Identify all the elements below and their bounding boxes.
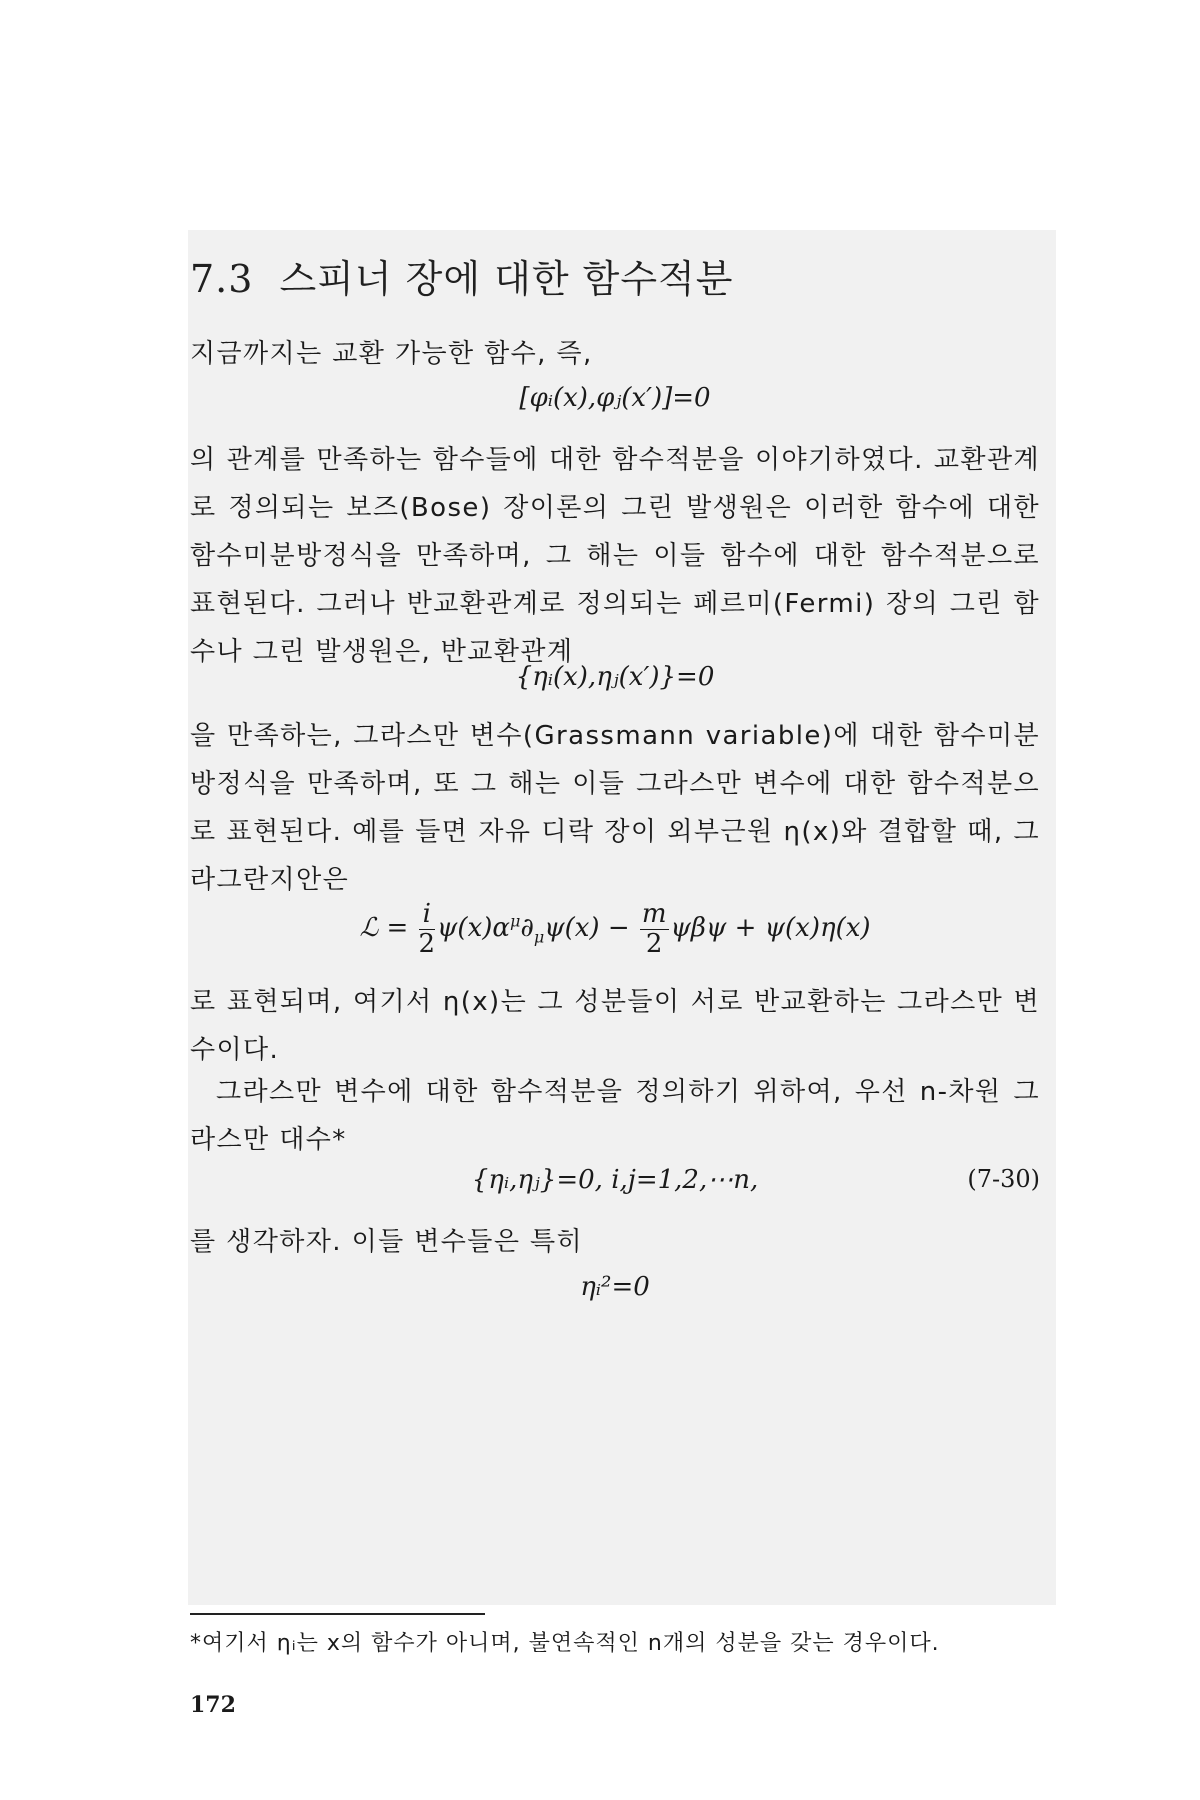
paragraph-bose: 의 관계를 만족하는 함수들에 대한 함수적분을 이야기하였다. 교환관계로 정의되는 보즈(Bose) 장이론의 그린 발생원은 이러한 함수에 대한 함수미분방정식을 만족하며, 그 해는 이들 함수에 대한 함수적분으로 표현된다. 그러나 반교환관계로 정의되는 페르미(Fermi) 장의 그린 함수나 그린 발생원은, 반교환관계 — [190, 445, 1040, 667]
fraction-i-over-2 — [419, 900, 436, 958]
grassmann-algebra: {ηᵢ,ηⱼ}=0, i,j=1,2,⋯n, — [471, 1165, 759, 1195]
equation-number: (7-30) — [967, 1165, 1040, 1193]
paragraph-intro: 지금까지는 교환 가능한 함수, 즉, — [190, 339, 593, 369]
lagrangian-mid-sup: μ — [509, 911, 521, 931]
paragraph-algebra: 그라스만 변수에 대한 함수적분을 정의하기 위하여, 우선 n-차원 그라스만 대수* — [190, 1077, 1040, 1155]
lagrangian-mid3: ψ(x) − — [544, 913, 630, 944]
section-heading — [190, 248, 733, 303]
paragraph-grassmann: 을 만족하는, 그라스만 변수(Grassmann variable)에 대한 함수미분방정식을 만족하며, 또 그 해는 이들 그라스만 변수에 대한 함수적분으로 표현된다. 예를 들면 자유 디락 장이 외부근원 η(x)와 결합할 때, 그 라그란지안은 — [190, 721, 1040, 895]
equation-commutator: [φᵢ(x),φⱼ(x′)]=0 — [519, 383, 711, 413]
fraction-denominator: 2 — [418, 928, 436, 959]
equation-nilpotent: ηᵢ²=0 — [580, 1272, 650, 1302]
lagrangian-mid2: ∂ — [520, 913, 534, 944]
footnote: *여기서 ηᵢ는 x의 함수가 아니며, 불연속적인 n개의 성분을 갖는 경우이다. — [190, 1631, 940, 1656]
lagrangian-mid: ψ(x)α — [437, 913, 510, 944]
page-number: 172 — [190, 1692, 236, 1718]
fraction-numerator: m — [641, 899, 667, 929]
lagrangian-tail: ψβψ + ψ(x)η(x) — [670, 913, 871, 944]
paragraph-lagrangian-note: 로 표현되며, 여기서 η(x)는 그 성분들이 서로 반교환하는 그라스만 변수이다. — [190, 987, 1040, 1065]
equation-anticommutator: {ηᵢ(x),ηⱼ(x′)}=0 — [515, 662, 715, 692]
fraction-denominator: 2 — [645, 928, 663, 959]
lagrangian-lhs: ℒ = — [359, 913, 409, 944]
paragraph-consider: 를 생각하자. 이들 변수들은 특히 — [190, 1227, 584, 1257]
section-title: 스피너 장에 대한 함수적분 — [279, 257, 734, 301]
equation-lagrangian — [190, 900, 1040, 958]
fraction-numerator: i — [419, 900, 436, 930]
lagrangian-mid2-sub: μ — [533, 927, 545, 947]
footnote-rule — [190, 1613, 485, 1615]
equation-grassmann-algebra — [190, 1165, 1040, 1195]
section-number: 7.3 — [190, 257, 254, 301]
fraction-m-over-2 — [640, 900, 669, 958]
